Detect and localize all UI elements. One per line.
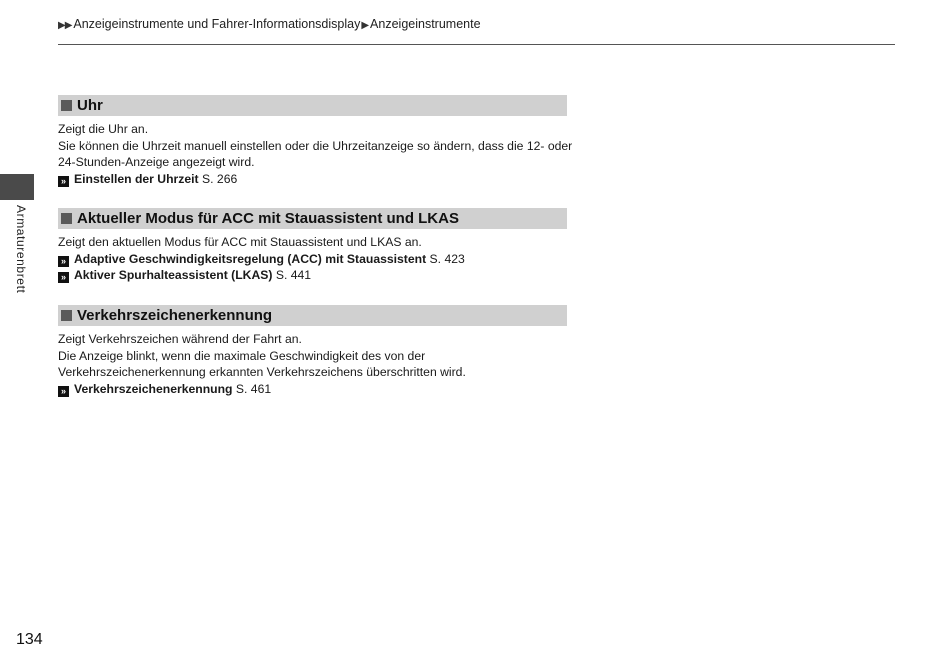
body-line: Zeigt Verkehrszeichen während der Fahrt an.	[58, 332, 302, 346]
section-body-acc-lkas	[58, 234, 578, 284]
section-body-uhr	[58, 121, 578, 188]
reference-page: S. 461	[235, 382, 272, 397]
page-number: 134	[16, 631, 43, 648]
reference-page: S. 441	[275, 268, 312, 283]
square-bullet-icon	[61, 213, 72, 224]
body-line: Die Anzeige blinkt, wenn die maximale Geschwindigkeit des von der	[58, 348, 426, 363]
reference-title: Adaptive Geschwindigkeitsregelung (ACC) mit Stauassistent	[74, 251, 427, 266]
header-divider	[58, 44, 895, 45]
body-line: Zeigt den aktuellen Modus für ACC mit Stauassistent und LKAS an.	[58, 235, 422, 249]
body-line: 24-Stunden-Anzeige angezeigt wird.	[58, 155, 255, 170]
reference-page: S. 423	[429, 251, 465, 266]
reference-page: S. 266	[202, 172, 238, 187]
reference-arrow-icon: »	[58, 256, 69, 267]
section-title: Verkehrszeichenerkennung	[77, 307, 273, 324]
breadcrumb	[58, 17, 895, 37]
body-line: Sie können die Uhrzeit manuell einstellen oder die Uhrzeitanzeige so ändern, dass die 12- oder	[58, 138, 573, 153]
chapter-tab-label: Armaturenbrett	[14, 205, 28, 294]
cross-reference-link[interactable]	[58, 381, 578, 398]
breadcrumb-level-1[interactable]: Anzeigeinstrumente und Fahrer-Informationsdisplay	[73, 17, 361, 31]
cross-reference-link[interactable]	[58, 171, 578, 188]
section-heading-uhr	[58, 95, 567, 116]
square-bullet-icon	[61, 310, 72, 321]
reference-title: Aktiver Spurhalteassistent (LKAS)	[74, 268, 273, 283]
square-bullet-icon	[61, 100, 72, 111]
cross-reference-link[interactable]	[58, 251, 578, 268]
section-heading-verkehrszeichen	[58, 305, 567, 326]
section-body-verkehrszeichen	[58, 331, 578, 398]
breadcrumb-arrow-icon: ▶	[361, 20, 369, 31]
reference-arrow-icon: »	[58, 272, 69, 283]
reference-title: Verkehrszeichenerkennung	[74, 382, 233, 397]
section-heading-acc-lkas	[58, 208, 567, 229]
body-line: Zeigt die Uhr an.	[58, 122, 149, 136]
cross-reference-link[interactable]	[58, 267, 578, 284]
body-line: Verkehrszeichenerkennung erkannten Verkehrszeichens überschritten wird.	[58, 365, 466, 380]
section-title: Uhr	[77, 97, 103, 114]
section-title: Aktueller Modus für ACC mit Stauassistent und LKAS	[77, 210, 459, 227]
chapter-tab-marker	[0, 174, 34, 200]
reference-title: Einstellen der Uhrzeit	[74, 172, 199, 187]
breadcrumb-arrow-icon: ▶▶	[58, 20, 72, 31]
breadcrumb-level-2[interactable]: Anzeigeinstrumente	[370, 17, 481, 31]
reference-arrow-icon: »	[58, 386, 69, 397]
reference-arrow-icon: »	[58, 176, 69, 187]
